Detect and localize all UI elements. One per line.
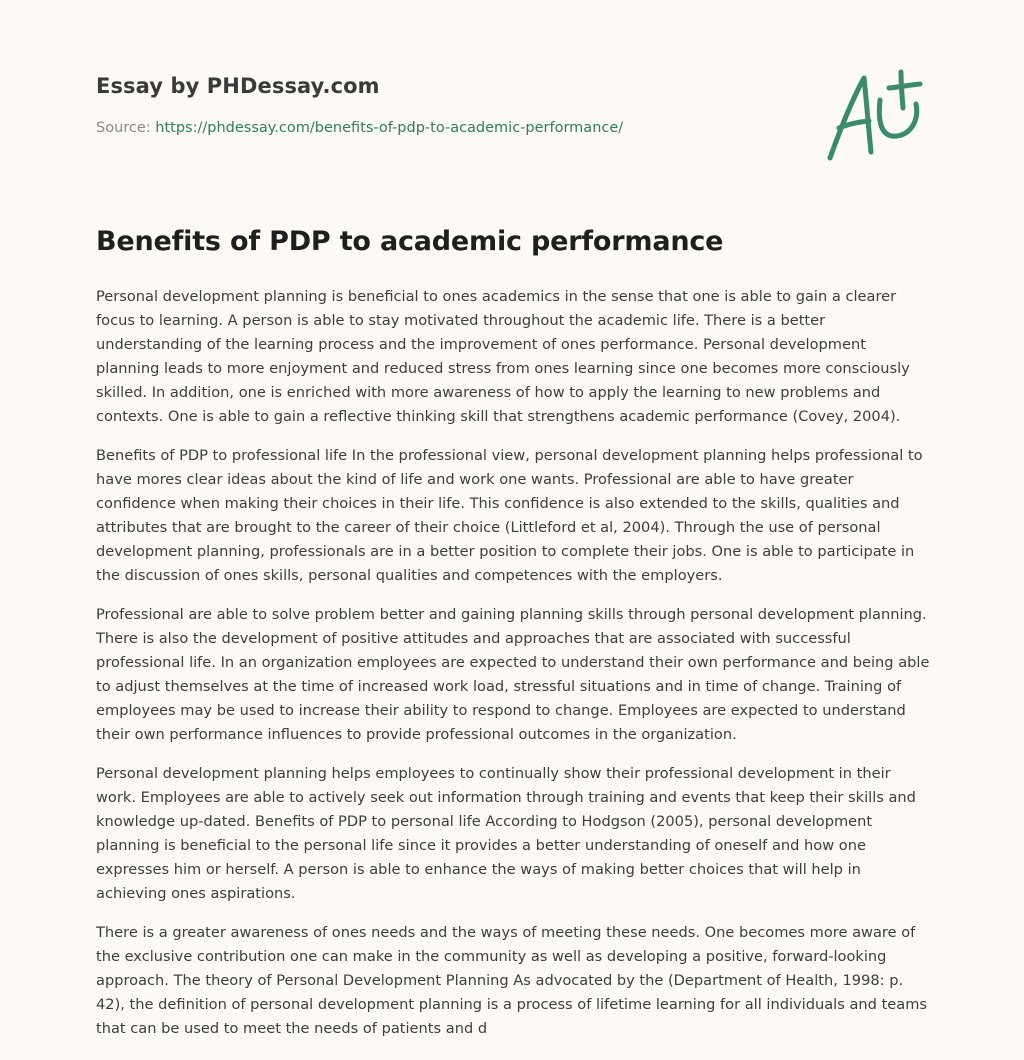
essay-paragraph: Professional are able to solve problem better and gaining planning skills through personal development planning. There is also the development of positive attitudes and approaches that are associated with successful professional life. In an organization employees are expected to understand their own performance and being able to adjust themselves at the time of increased work load, stressful situations and in time of change. Training of employees may be used to increase their ability to respond to change. Employees are expected to understand their own performance influences to provide professional outcomes in the organization. xyxy=(96,606,930,743)
essay-title: Benefits of PDP to academic performance xyxy=(96,226,724,257)
site-brand: Essay by PHDessay.com xyxy=(96,74,380,98)
source-line xyxy=(96,120,796,136)
essay-paragraph: There is a greater awareness of ones needs and the ways of meeting these needs. One becomes more aware of the exclusive contribution one can make in the community as well as developing a positive, forward-looking approach. The theory of Personal Development Planning As advocated by the (Department of Health, 1998: p. 42), the definition of personal development planning is a process of lifetime learning for all individuals and teams that can be used to meet the needs of patients and d xyxy=(96,924,928,1037)
a-plus-grade-icon xyxy=(822,66,932,166)
source-label: Source: xyxy=(96,120,151,136)
essay-header xyxy=(96,74,796,136)
essay-paragraph: Personal development planning helps employees to continually show their professional development in their work. Employees are able to actively seek out information through training and events that keep their skills and knowledge up-dated. Benefits of PDP to personal life According to Hodgson (2005), personal development planning is beneficial to the personal life since it provides a better understanding of oneself and how one expresses him or herself. A person is able to enhance the ways of making better choices that will help in achieving ones aspirations. xyxy=(96,765,916,902)
essay-paragraph: Personal development planning is beneficial to ones academics in the sense that one is able to gain a clearer focus to learning. A person is able to stay motivated throughout the academic life. There is a better understanding of the learning process and the improvement of ones performance. Personal development planning leads to more enjoyment and reduced stress from ones learning since one becomes more consciously skilled. In addition, one is enriched with more awareness of how to apply the learning to new problems and contexts. One is able to gain a reflective thinking skill that strengthens academic performance (Covey, 2004). xyxy=(96,288,910,425)
essay-paragraph: Benefits of PDP to professional life In the professional view, personal development planning helps professional to have mores clear ideas about the kind of life and work one wants. Professional are able to have greater confidence when making their choices in their life. This confidence is also extended to the skills, qualities and attributes that are brought to the career of their choice (Littleford et al, 2004). Through the use of personal development planning, professionals are in a better position to complete their jobs. One is able to participate in the discussion of ones skills, personal qualities and competences with the employers. xyxy=(96,447,923,584)
essay-body xyxy=(96,285,932,1056)
source-link[interactable]: https://phdessay.com/benefits-of-pdp-to-academic-performance/ xyxy=(155,120,624,136)
